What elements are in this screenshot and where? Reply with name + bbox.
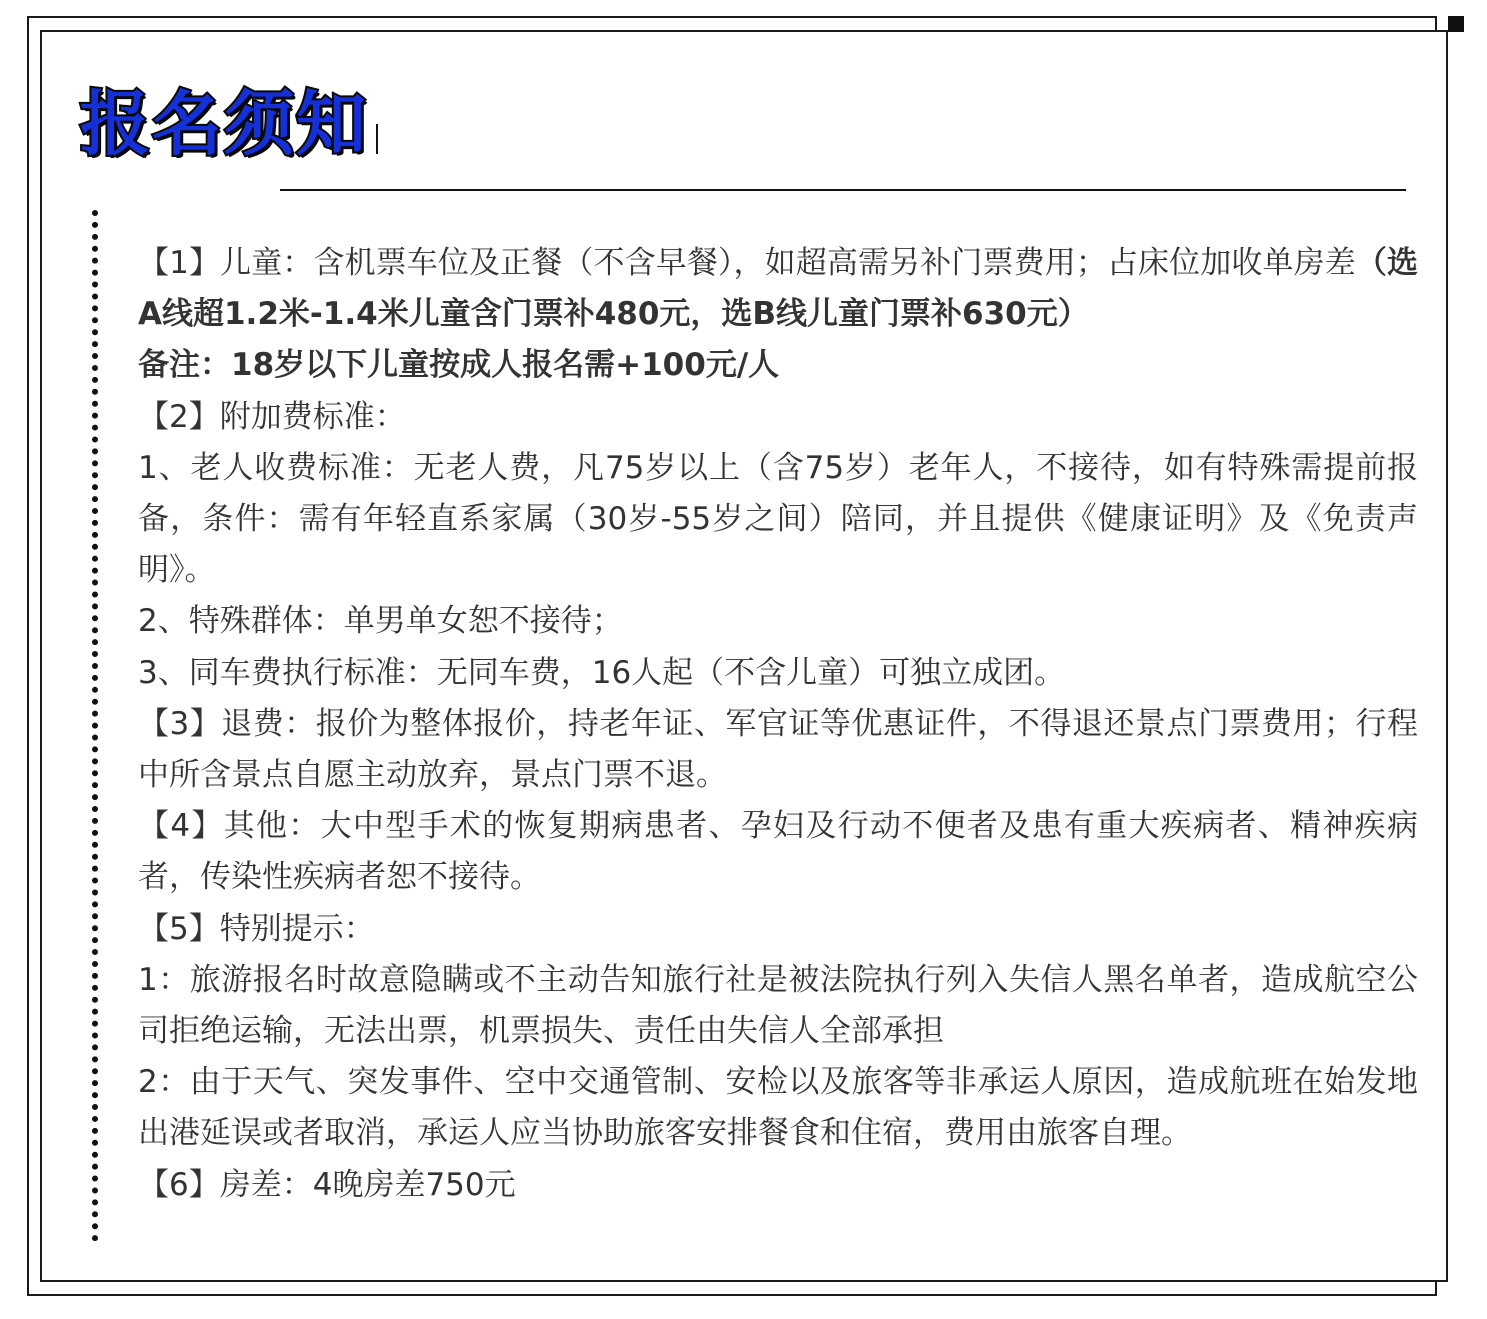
notice-item-special-tips-heading: 【5】特别提示：: [138, 910, 375, 947]
notice-item-children-bold: （选A线超1.2米-1.4米儿童含门票补480元，选B线儿童门票补630元）: [138, 245, 1418, 333]
notice-item-shared-vehicle: 3、同车费执行标准：无同车费，16人起（不含儿童）可独立成团。: [138, 654, 1066, 691]
notice-item-tip-2: 2：由于天气、突发事件、空中交通管制、安检以及旅客等非承运人原因，造成航班在始发地出港延误或者取消，承运人应当协助旅客安排餐食和住宿，费用由旅客自理。: [138, 1064, 1418, 1152]
notice-item-surcharge-heading: 【2】附加费标准：: [138, 398, 406, 435]
notice-item-other: 【4】其他：大中型手术的恢复期病患者、孕妇及行动不便者及患有重大疾病者、精神疾病者，传染性疾病者恕不接待。: [138, 808, 1418, 896]
notice-item-room-difference: 【6】房差：4晚房差750元: [138, 1166, 516, 1203]
title-underline-rule: [280, 189, 1406, 191]
notice-item-children-text: 【1】儿童：含机票车位及正餐（不含早餐），如超高需另补门票费用；占床位加收单房差: [138, 245, 1356, 281]
notice-item-remark: 备注：18岁以下儿童按成人报名需+100元/人: [138, 347, 780, 384]
notice-item-elderly: 1、老人收费标准：无老人费，凡75岁以上（含75岁）老年人，不接待，如有特殊需提前报备，条件：需有年轻直系家属（30岁-55岁之间）陪同，并且提供《健康证明》及《免责声明》。: [138, 449, 1418, 589]
notice-item-children: [138, 238, 1418, 340]
title-cursor-bar: [376, 124, 378, 154]
notice-item-refund: 【3】退费：报价为整体报价，持老年证、军官证等优惠证件，不得退还景点门票费用；行程中所含景点自愿主动放弃，景点门票不退。: [138, 705, 1418, 794]
notice-content: [138, 238, 1418, 1211]
page-title: 报名须知: [80, 83, 368, 165]
dotted-vertical-divider: [92, 210, 98, 1242]
notice-item-special-groups: 2、特殊群体：单男单女恕不接待；: [138, 603, 623, 640]
notice-item-tip-1: 1：旅游报名时故意隐瞒或不主动告知旅行社是被法院执行列入失信人黑名单者，造成航空公司拒绝运输，无法出票，机票损失、责任由失信人全部承担: [138, 961, 1418, 1050]
corner-square-decoration: [1448, 16, 1464, 32]
